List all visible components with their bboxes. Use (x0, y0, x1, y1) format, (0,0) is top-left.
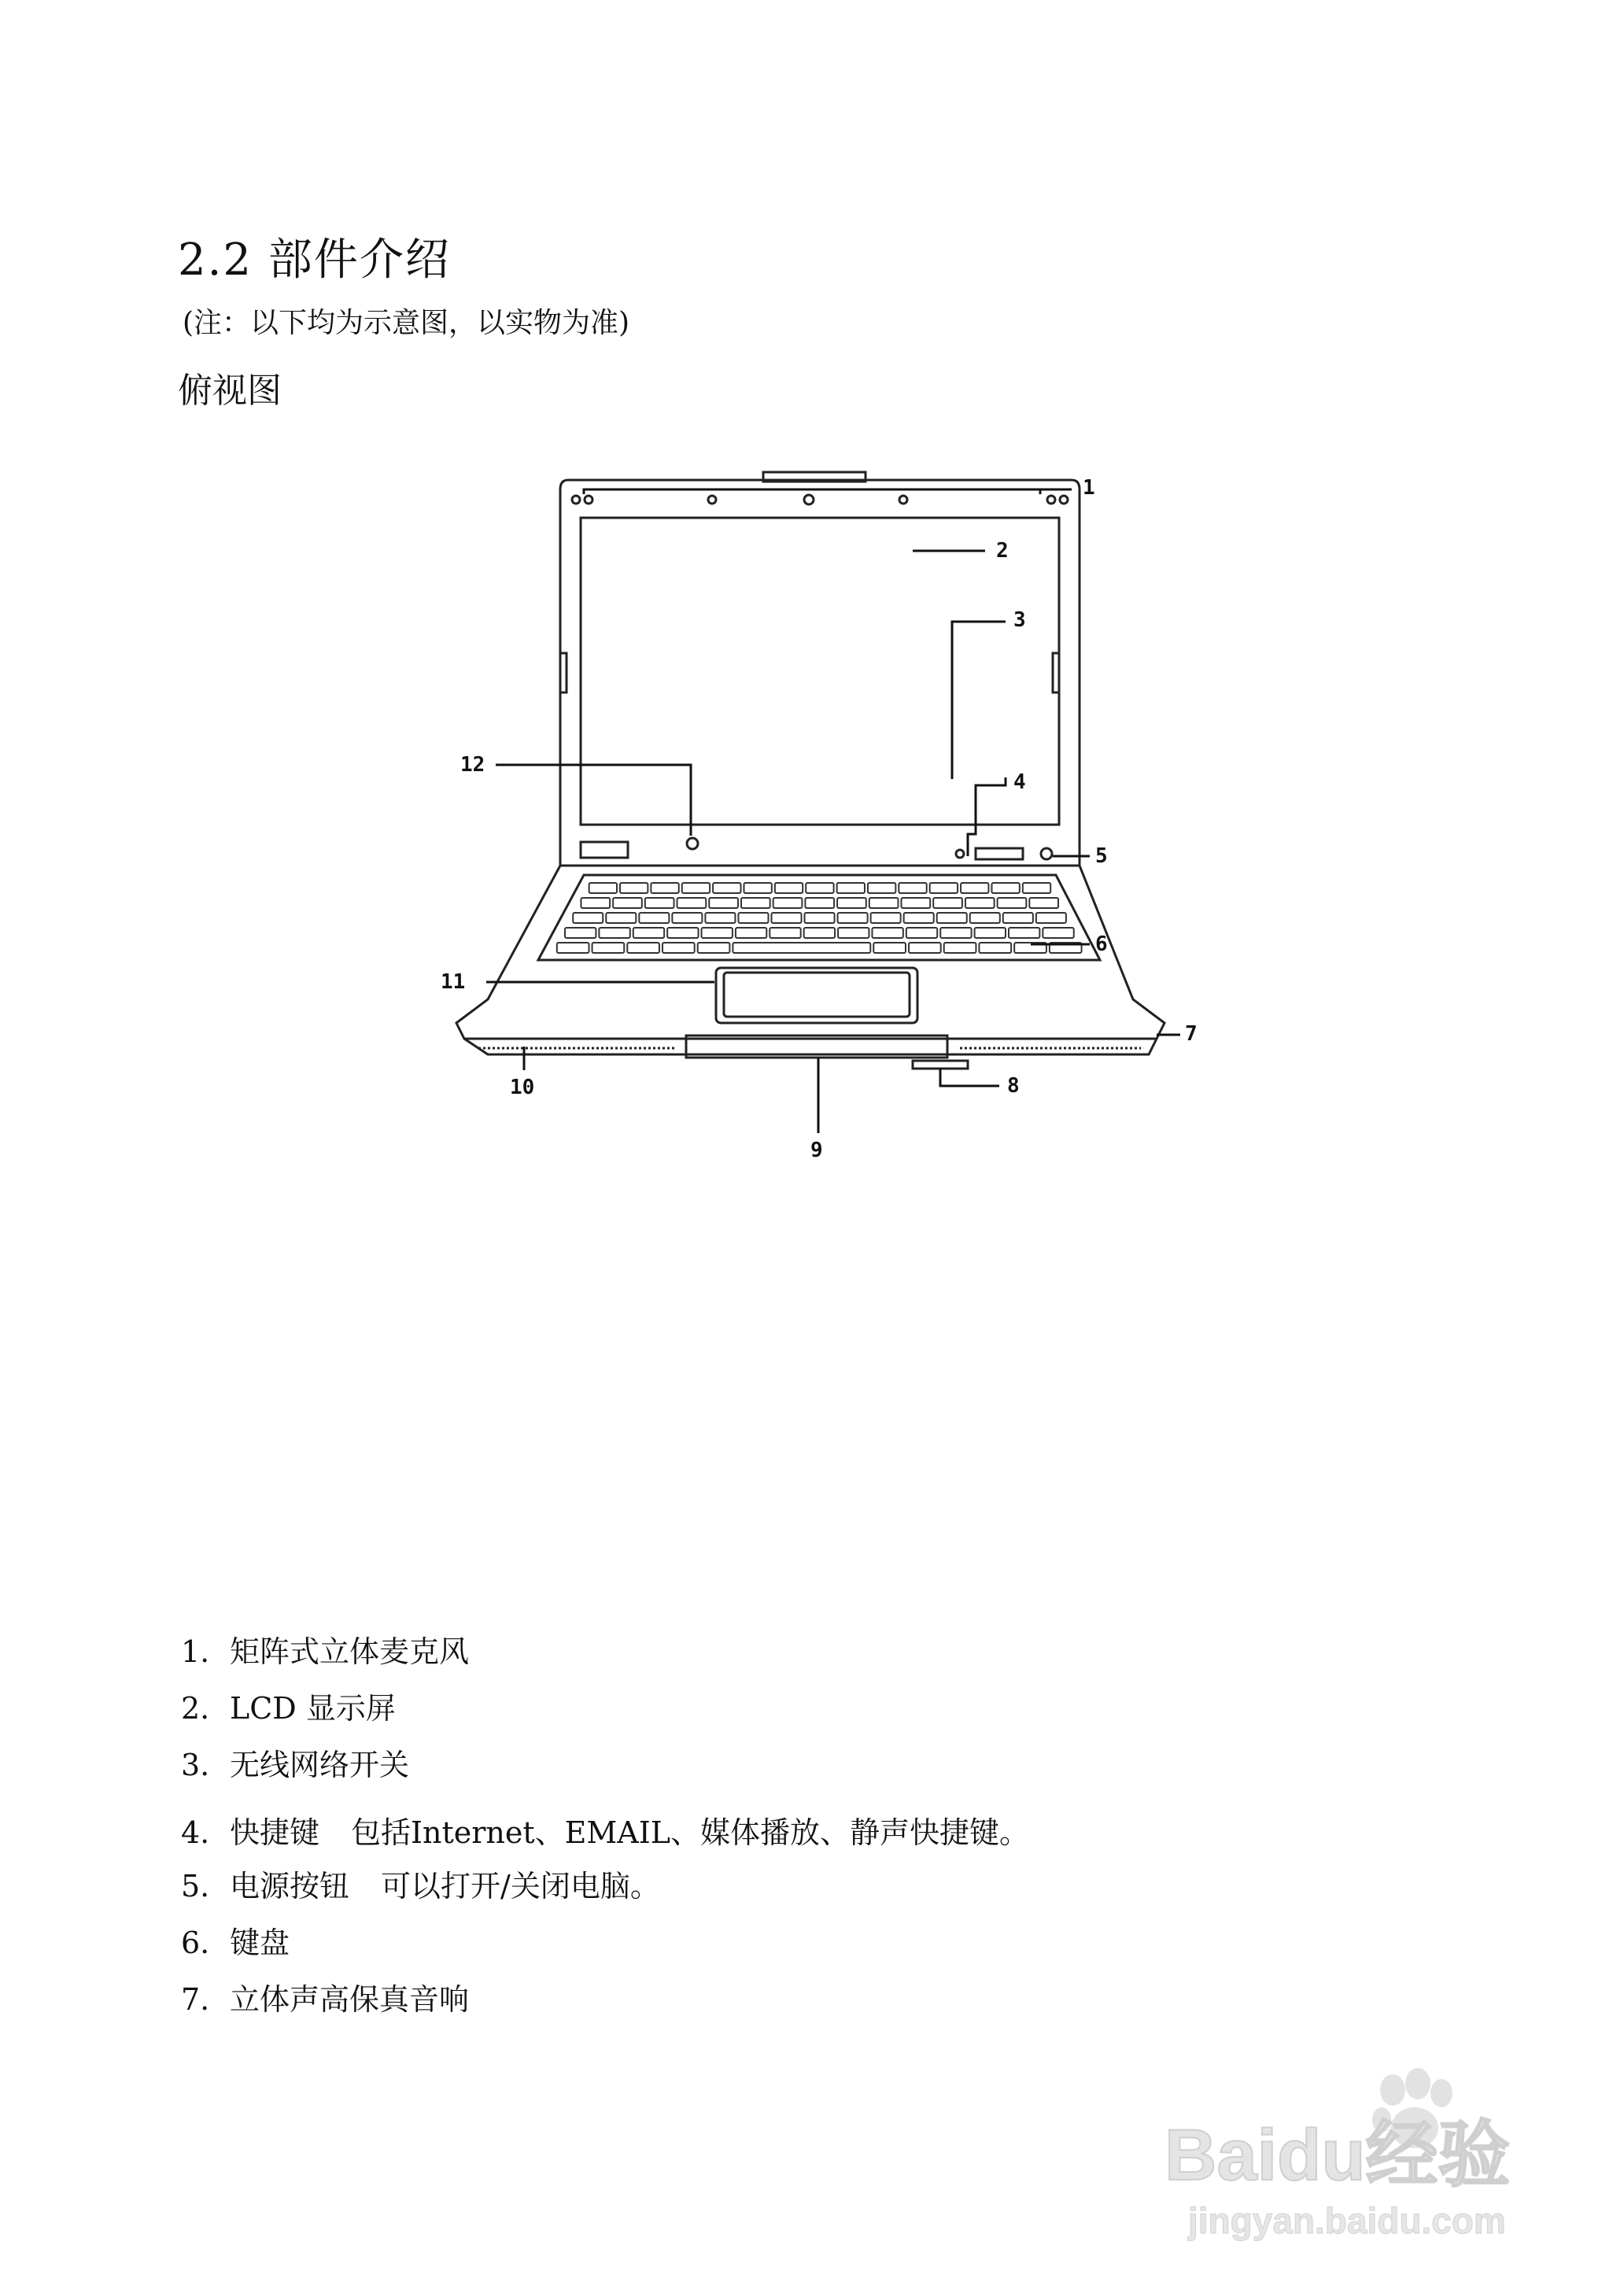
keyboard-key (620, 883, 648, 893)
keyboard-key (589, 883, 617, 893)
keyboard-key (838, 913, 868, 923)
touchpad (716, 968, 917, 1023)
lid-side-mark-right (1053, 653, 1059, 692)
list-item-label: 快捷键 (230, 1815, 320, 1850)
callout-10: 10 (510, 1076, 535, 1099)
hinge-left (581, 842, 628, 858)
keyboard-key (773, 898, 803, 908)
baidu-watermark (1157, 2062, 1550, 2251)
callout-1: 1 (1083, 476, 1095, 500)
keyboard-key (806, 883, 833, 893)
keyboard-key (944, 943, 976, 953)
keyboard-keys (557, 883, 1082, 953)
laptop-top-view-diagram (378, 425, 1275, 1212)
base-front (464, 1039, 1157, 1054)
keyboard-key (975, 928, 1006, 938)
keyboard-key (930, 883, 958, 893)
keyboard-key (672, 913, 702, 923)
keyboard-key (937, 913, 967, 923)
keyboard-key (682, 883, 710, 893)
view-title: 俯视图 (178, 371, 282, 411)
list-item-desc: 包括Internet、EMAIL、媒体播放、静声快捷键。 (351, 1815, 1029, 1850)
keyboard-key (709, 898, 738, 908)
keyboard-key (677, 898, 707, 908)
list-item-number: 1. (181, 1634, 210, 1669)
list-item-label: 键盘 (230, 1926, 290, 1960)
keyboard-key (979, 943, 1011, 953)
note-text: (注：以下均为示意图，以实物为准) (183, 307, 630, 339)
list-item-number: 7. (181, 1982, 210, 2017)
keyboard-key (805, 913, 835, 923)
list-item-label: LCD 显示屏 (230, 1691, 396, 1726)
watermark-url: jingyan.baidu.com (1188, 2200, 1506, 2241)
keyboard-key (702, 928, 733, 938)
keyboard-key (902, 898, 931, 908)
callout-2: 2 (996, 539, 1009, 563)
list-item (181, 1862, 660, 1905)
keyboard-key (633, 928, 664, 938)
hotkeys-strip (976, 848, 1023, 859)
wireless-switch-icon (956, 850, 964, 858)
callout-4: 4 (1013, 770, 1026, 794)
list-item-label: 电源按钮 (230, 1869, 350, 1903)
callout-8: 8 (1007, 1074, 1020, 1098)
keyboard-key (906, 928, 937, 938)
keyboard-key (613, 898, 642, 908)
laptop-top-view-icon (456, 472, 1164, 1069)
keyboard-key (899, 883, 926, 893)
keyboard-key (838, 928, 869, 938)
card-reader-slot (913, 1061, 968, 1069)
callout-5: 5 (1095, 844, 1108, 868)
keyboard-key (868, 883, 895, 893)
light-sensor-icon (687, 838, 698, 849)
keyboard-key (1009, 928, 1039, 938)
list-item-number: 4. (181, 1815, 210, 1850)
keyboard-key (770, 928, 800, 938)
keyboard-key (738, 913, 768, 923)
keyboard-key (565, 928, 596, 938)
callout-6: 6 (1095, 932, 1108, 956)
keyboard-key (1023, 883, 1050, 893)
list-item-desc: 可以打开/关闭电脑。 (381, 1869, 660, 1903)
keyboard-key (573, 913, 603, 923)
callout-3: 3 (1013, 608, 1026, 632)
keyboard-key (639, 913, 669, 923)
keyboard-key (940, 928, 971, 938)
keyboard-key (741, 898, 770, 908)
keyboard-key (606, 913, 636, 923)
power-button-icon (1041, 848, 1052, 859)
keyboard-key (771, 913, 801, 923)
camera-icon (804, 495, 814, 504)
keyboard-key (667, 928, 698, 938)
list-item (181, 1808, 1029, 1852)
keyboard-key (627, 943, 659, 953)
lid-outline (560, 480, 1080, 866)
keyboard-key (998, 898, 1027, 908)
keyboard-key (869, 898, 899, 908)
list-item-number: 5. (181, 1869, 210, 1903)
list-item-label: 无线网络开关 (230, 1748, 410, 1782)
list-item-number: 6. (181, 1926, 210, 1960)
keyboard-key (1003, 913, 1033, 923)
list-item (181, 1918, 290, 1962)
section-heading: 2.2 部件介绍 (178, 234, 451, 286)
keyboard-key (837, 898, 866, 908)
lid-side-mark-left (560, 653, 567, 692)
callout-12: 12 (460, 753, 485, 777)
keyboard-key (698, 943, 730, 953)
keyboard-key (872, 928, 902, 938)
keyboard-key (775, 883, 803, 893)
keyboard-key (651, 883, 678, 893)
keyboard-key (1029, 898, 1058, 908)
keyboard-area (538, 875, 1100, 960)
keyboard-key (599, 928, 629, 938)
keyboard-key (663, 943, 695, 953)
list-item-number: 2. (181, 1691, 210, 1726)
keyboard-key (933, 898, 962, 908)
keyboard-key (904, 913, 934, 923)
callout-7: 7 (1185, 1022, 1198, 1046)
keyboard-key (1043, 928, 1073, 938)
keyboard-key (837, 883, 865, 893)
list-item (181, 1684, 396, 1727)
keyboard-key (705, 913, 735, 923)
keyboard-key (871, 913, 901, 923)
list-item-number: 3. (181, 1748, 210, 1782)
keyboard-key (961, 883, 988, 893)
keyboard-key (645, 898, 674, 908)
keyboard-key (744, 883, 771, 893)
keyboard-key (991, 883, 1019, 893)
keyboard-key (909, 943, 941, 953)
keyboard-key (1036, 913, 1066, 923)
list-item-label: 矩阵式立体麦克风 (230, 1634, 470, 1669)
callout-9: 9 (810, 1139, 823, 1162)
keyboard-key (965, 898, 995, 908)
callout-11: 11 (441, 970, 466, 994)
keyboard-key (970, 913, 1000, 923)
keyboard-key (805, 898, 834, 908)
keyboard-key (736, 928, 766, 938)
mic-right-icon (1047, 496, 1055, 504)
list-item (181, 1975, 469, 2018)
spacebar-key (733, 943, 870, 953)
keyboard-key (592, 943, 625, 953)
keyboard-key (804, 928, 835, 938)
keyboard-key (557, 943, 589, 953)
keyboard-key (873, 943, 906, 953)
list-item-label: 立体声高保真音响 (230, 1982, 470, 2017)
mic-left-icon (572, 496, 580, 504)
keyboard-key (581, 898, 610, 908)
list-item (181, 1741, 409, 1784)
watermark-brand: Baidu经验 (1164, 2115, 1511, 2195)
keyboard-key (713, 883, 740, 893)
list-item (181, 1627, 469, 1671)
lcd-screen (581, 518, 1059, 825)
